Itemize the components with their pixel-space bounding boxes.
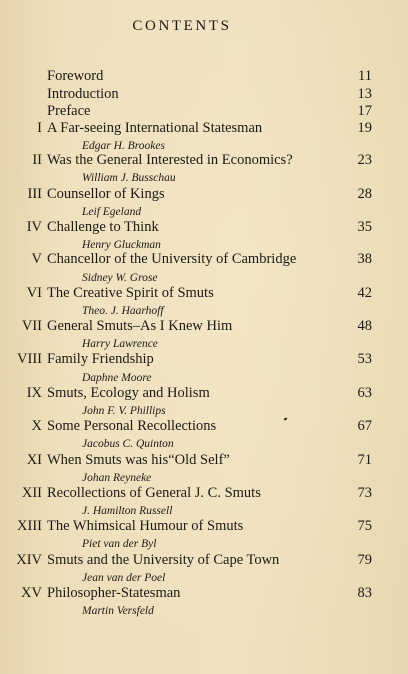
chapter-author: Henry Gluckman [82,239,161,251]
toc-chapter-13 [0,517,408,535]
chapter-author: Jean van der Poel [82,572,166,584]
chapter-number: X [31,418,42,434]
toc-entry-title: Preface [47,103,91,119]
chapter-author: John F. V. Phillips [82,405,166,417]
chapter-title: A Far-seeing International Statesman [47,120,263,136]
chapter-number: VII [21,318,42,334]
chapter-title: Family Friendship [47,351,154,367]
toc-chapter-9 [0,384,408,402]
toc-chapter-6 [0,284,408,302]
toc-chapter-2 [0,151,408,169]
chapter-page: 67 [357,418,372,434]
chapter-author: William J. Busschau [82,172,176,184]
contents-heading: CONTENTS [132,18,232,34]
toc-entry-page: 11 [358,68,372,84]
chapter-author: Leif Egeland [82,206,142,218]
toc-entry-title: Foreword [47,68,104,84]
toc-entry-introduction [0,85,408,103]
chapter-page: 53 [357,351,372,367]
chapter-title: Counsellor of Kings [47,186,165,202]
chapter-title: General Smuts–As I Knew Him [47,318,233,334]
chapter-number: XV [21,585,42,601]
chapter-number: XII [21,485,42,501]
toc-chapter-7 [0,317,408,335]
chapter-title: Smuts, Ecology and Holism [47,385,210,401]
chapter-number: IX [26,385,42,401]
chapter-page: 48 [357,318,372,334]
toc-entry-foreword [0,67,408,85]
chapter-author: Martin Versfeld [82,605,154,617]
toc-chapter-15 [0,584,408,602]
chapter-page: 42 [357,285,372,301]
chapter-number: VI [26,285,42,301]
chapter-title: Chancellor of the University of Cambridge [47,251,297,267]
toc-entry-page: 17 [357,103,372,119]
chapter-page: 28 [357,186,372,202]
chapter-number: V [31,251,42,267]
toc-entry-page: 13 [357,86,372,102]
chapter-page: 63 [357,385,372,401]
chapter-author: Jacobus C. Quinton [82,438,174,450]
chapter-page: 79 [357,552,372,568]
chapter-page: 73 [357,485,372,501]
chapter-page: 38 [357,251,372,267]
chapter-title: Smuts and the University of Cape Town [47,552,280,568]
toc-chapter-11 [0,451,408,469]
chapter-page: 23 [357,152,372,168]
chapter-number: IV [26,219,42,235]
toc-chapter-14 [0,551,408,569]
chapter-number: III [27,186,42,202]
chapter-number: VIII [17,351,42,367]
chapter-page: 75 [357,518,372,534]
toc-entry-preface [0,102,408,120]
chapter-page: 71 [357,452,372,468]
toc-chapter-5 [0,250,408,268]
toc-entry-title: Introduction [47,86,119,102]
toc-chapter-8 [0,350,408,368]
chapter-title: Some Personal Recollections [47,418,217,434]
toc-chapter-12 [0,484,408,502]
chapter-author: Harry Lawrence [82,338,158,350]
chapter-author: Piet van der Byl [82,538,157,550]
chapter-title: Challenge to Think [47,219,159,235]
chapter-page: 35 [357,219,372,235]
chapter-author: J. Hamilton Russell [82,505,173,517]
chapter-page: 83 [357,585,372,601]
chapter-title: The Whimsical Humour of Smuts [47,518,244,534]
chapter-page: 19 [357,120,372,136]
chapter-number: XIII [17,518,42,534]
chapter-title: The Creative Spirit of Smuts [47,285,214,301]
chapter-author: Daphne Moore [82,372,152,384]
toc-chapter-1 [0,119,408,137]
chapter-number: XI [26,452,42,468]
chapter-title: Recollections of General J. C. Smuts [47,485,261,501]
chapter-author: Johan Reyneke [82,472,152,484]
toc-chapter-3 [0,185,408,203]
chapter-author: Edgar H. Brookes [82,140,165,152]
toc-chapter-10 [0,417,408,435]
toc-chapter-4 [0,218,408,236]
chapter-number: II [32,152,42,168]
chapter-title: Was the General Interested in Economics? [47,152,293,168]
chapter-number: I [37,120,42,136]
chapter-number: XIV [16,552,42,568]
chapter-author: Theo. J. Haarhoff [82,305,164,317]
chapter-title: Philosopher-Statesman [47,585,181,601]
chapter-author: Sidney W. Grose [82,272,158,284]
chapter-title: When Smuts was his“Old Self” [47,452,230,468]
